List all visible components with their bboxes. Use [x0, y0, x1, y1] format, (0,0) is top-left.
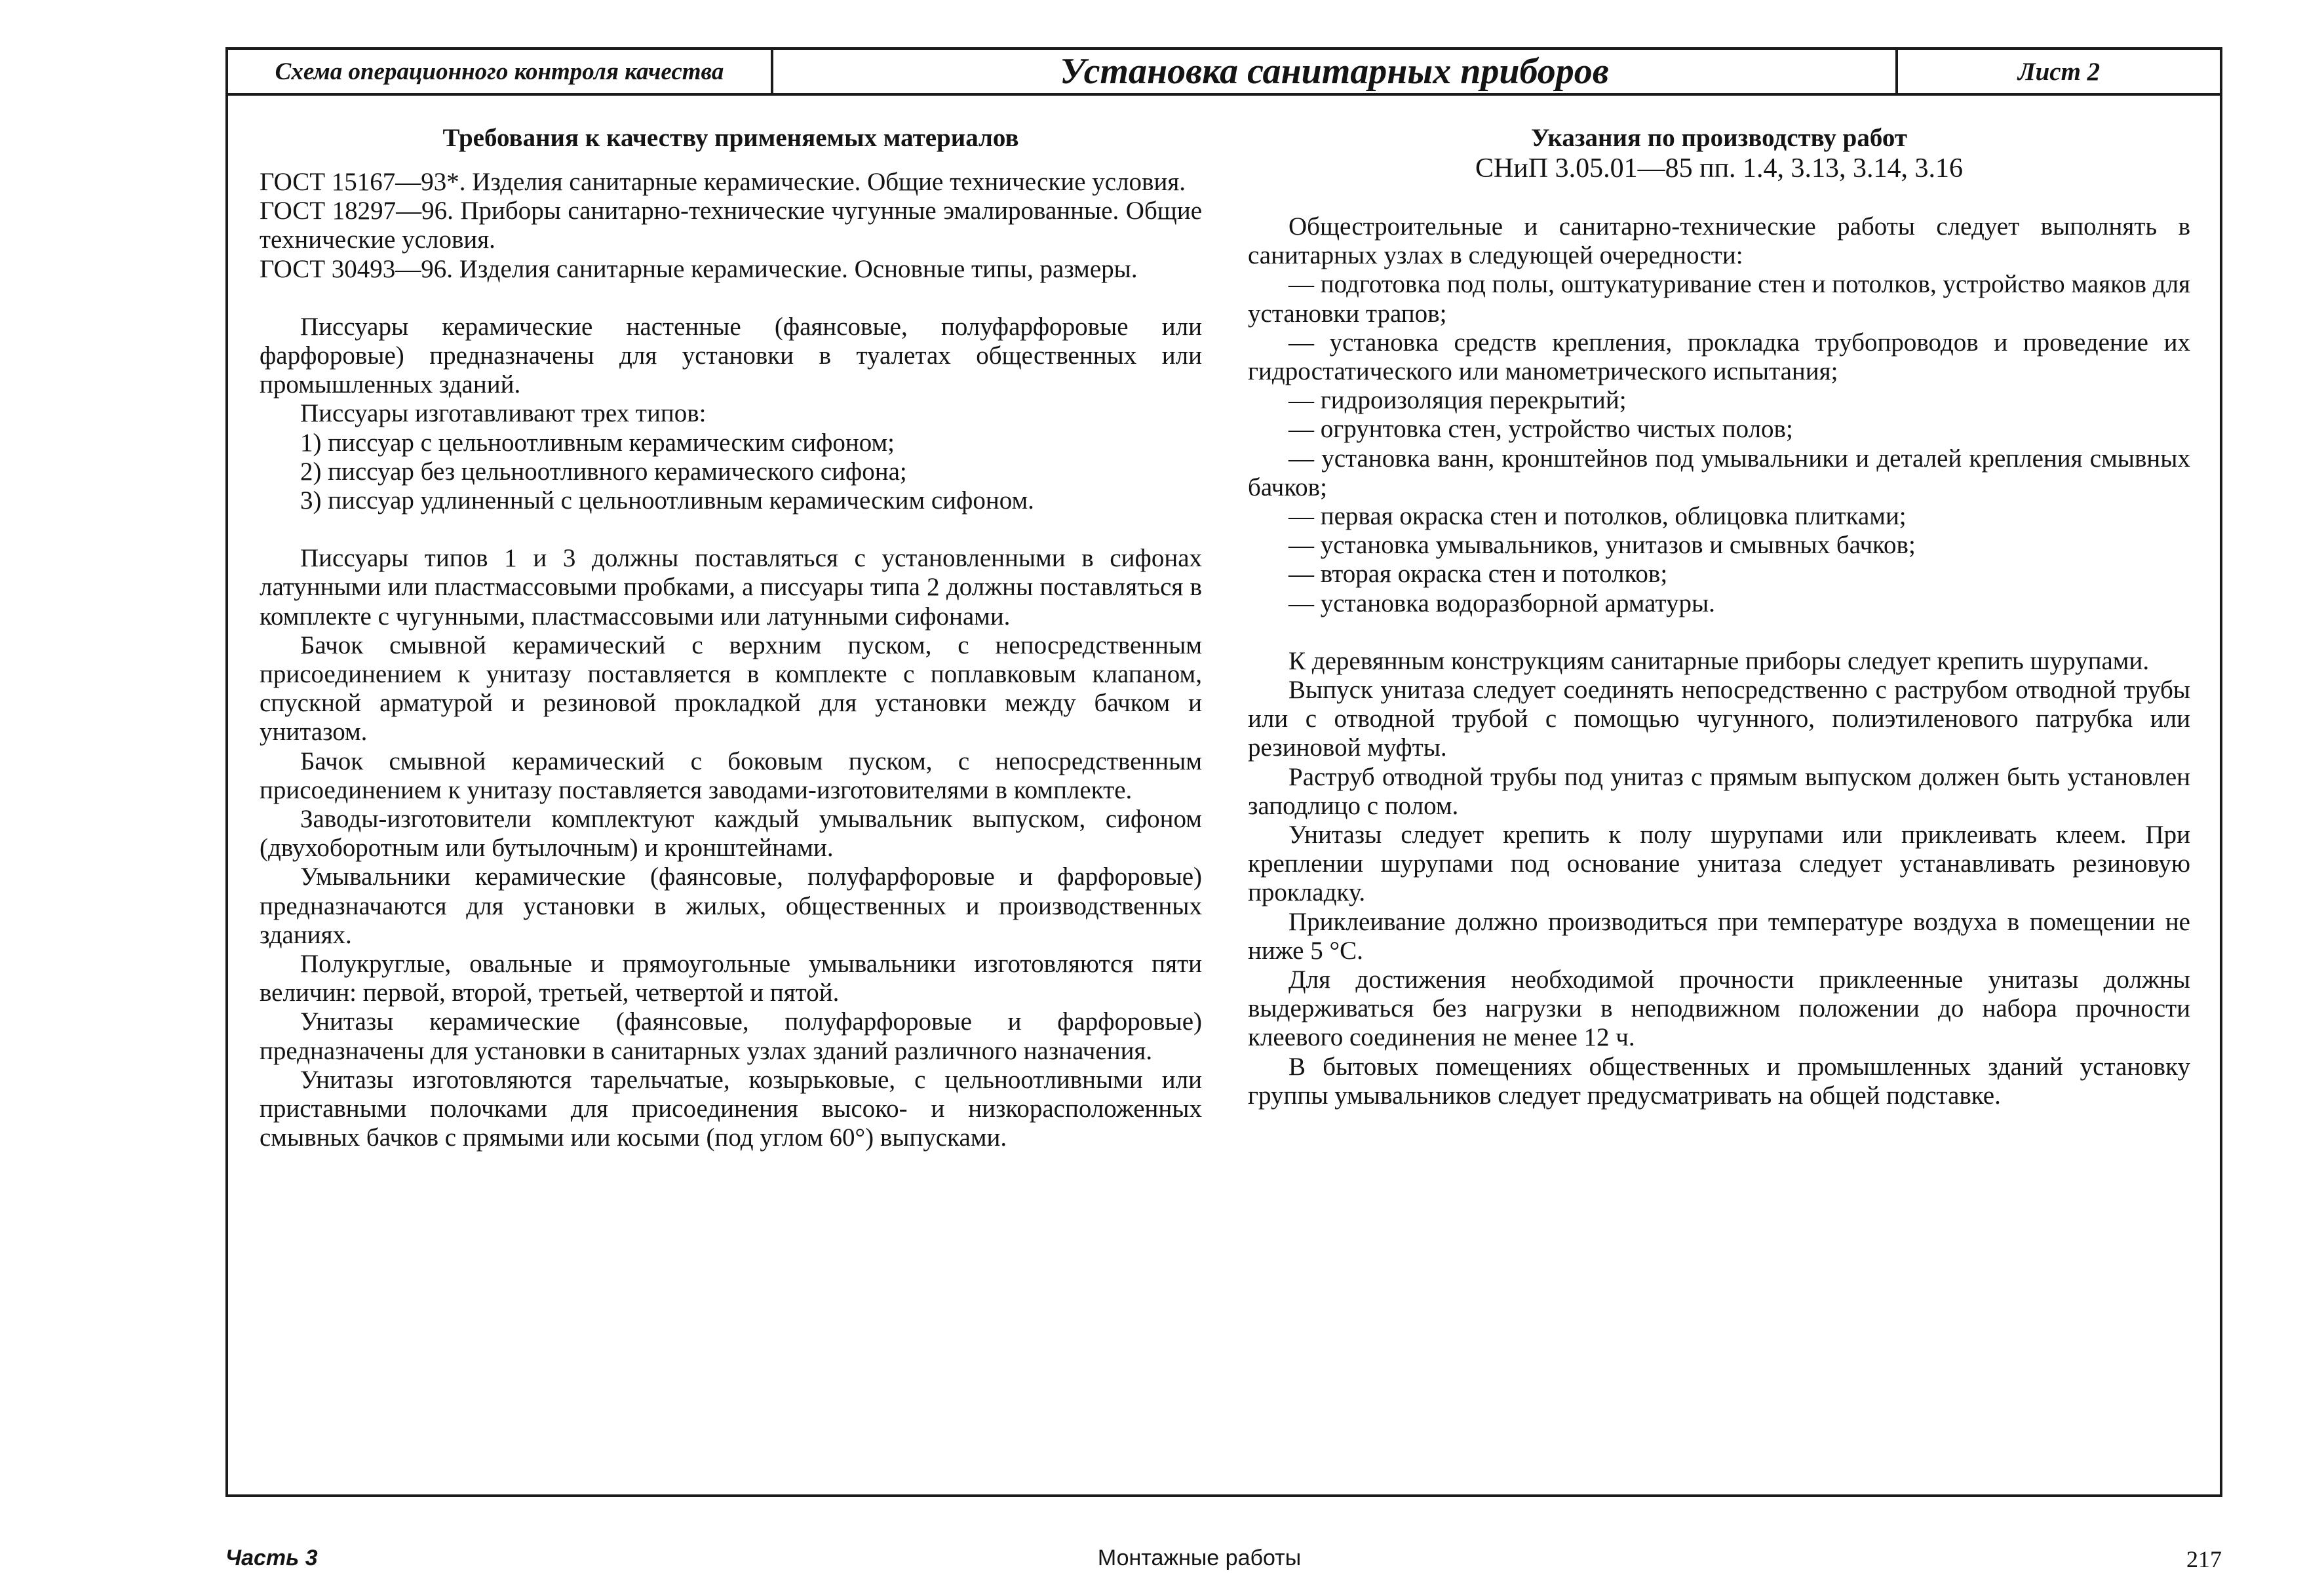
- step-item: — первая окраска стен и потолков, облицовка плитками;: [1288, 502, 1907, 531]
- document-frame: [225, 47, 2222, 1497]
- step-item: — установка умывальников, унитазов и смывных бачков;: [1288, 531, 1916, 560]
- paragraph: Приклеивание должно производиться при температуре воздуха в помещении не ниже 5 °С.: [1248, 907, 2190, 965]
- footer-part: Часть 3: [225, 1546, 318, 1570]
- sheet-number: Лист 2: [2017, 57, 2101, 86]
- instructions-heading: Указания по производству работ: [1531, 124, 1907, 152]
- paragraph: Унитазы изготовляются тарельчатые, козырьковые, с цельноотливными или приставными полочками для присоединения высоко- и низкорасположенных смывных бачков с прямыми или косыми (под углом 60°) выпусками.: [260, 1065, 1202, 1152]
- step-item: — подготовка под полы, оштукатуривание стен и потолков, устройство маяков для установки трапов;: [1248, 270, 2190, 328]
- left-column: [260, 123, 1202, 1153]
- type-item: 2) писсуар без цельноотливного керамического сифона;: [300, 457, 907, 486]
- right-column: [1248, 123, 2190, 1110]
- footer-section: Монтажные работы: [1097, 1546, 1302, 1570]
- paragraph: Полукруглые, овальные и прямоугольные умывальники изготовляются пяти величин: первой, второй, третьей, четвертой и пятой.: [260, 950, 1202, 1007]
- paragraph: Писсуары керамические настенные (фаянсовые, полуфарфоровые или фарфоровые) предназначены для установки в туалетах общественных или промышленных зданий.: [260, 312, 1202, 399]
- scheme-label: Схема операционного контроля качества: [228, 50, 773, 93]
- step-item: — гидроизоляция перекрытий;: [1288, 386, 1627, 415]
- paragraph: Унитазы керамические (фаянсовые, полуфарфоровые и фарфоровые) предназначены для установки в санитарных узлах зданий различного назначения.: [260, 1007, 1202, 1065]
- paragraph: В бытовых помещениях общественных и промышленных зданий установку группы умывальников следует предусматривать на общей подставке.: [1248, 1052, 2190, 1110]
- step-item: — установка водоразборной арматуры.: [1288, 589, 1715, 617]
- paragraph: Общестроительные и санитарно-технические работы следует выполнять в санитарных узлах в следующей очередности:: [1248, 212, 2190, 270]
- paragraph: Для достижения необходимой прочности приклеенные унитазы должны выдерживаться без нагрузки в неподвижном положении до набора прочности клеевого соединения не менее 12 ч.: [1248, 965, 2190, 1052]
- materials-heading: Требования к качеству применяемых материалов: [442, 124, 1019, 152]
- step-item: — установка средств крепления, прокладка трубопроводов и проведение их гидростатического или манометрического испытания;: [1248, 328, 2190, 386]
- gost-item: ГОСТ 15167—93*. Изделия санитарные керамические. Общие технические условия.: [260, 168, 1186, 196]
- paragraph: Писсуары изготавливают трех типов:: [300, 399, 707, 428]
- paragraph: Унитазы следует крепить к полу шурупами или приклеивать клеем. При креплении шурупами под основание унитаза следует устанавливать резиновую прокладку.: [1248, 821, 2190, 907]
- paragraph: Раструб отводной трубы под унитаз с прямым выпуском должен быть установлен заподлицо с полом.: [1248, 762, 2190, 820]
- step-item: — установка ванн, кронштейнов под умывальники и деталей крепления смывных бачков;: [1248, 444, 2190, 501]
- snip-reference: СНиП 3.05.01—85 пп. 1.4, 3.13, 3.14, 3.16: [1475, 153, 1964, 184]
- page-number: 217: [2186, 1546, 2222, 1572]
- gost-item: ГОСТ 18297—96. Приборы санитарно-технические чугунные эмалированные. Общие технические условия.: [260, 197, 1202, 254]
- document-title: Установка санитарных приборов: [773, 50, 1898, 93]
- type-item: 3) писсуар удлиненный с цельноотливным керамическим сифоном.: [300, 486, 1034, 515]
- type-item: 1) писсуар с цельноотливным керамическим сифоном;: [300, 428, 895, 457]
- paragraph: Выпуск унитаза следует соединять непосредственно с раструбом отводной трубы или с отводной трубой с помощью чугунного, полиэтиленового патрубка или резиновой муфты.: [1248, 676, 2190, 762]
- step-item: — огрунтовка стен, устройство чистых полов;: [1288, 415, 1793, 444]
- paragraph: К деревянным конструкциям санитарные приборы следует крепить шурупами.: [1288, 646, 2150, 675]
- header-table: [228, 50, 2220, 96]
- gost-item: ГОСТ 30493—96. Изделия санитарные керамические. Основные типы, размеры.: [260, 254, 1138, 283]
- paragraph: Умывальники керамические (фаянсовые, полуфарфоровые и фарфоровые) предназначаются для установки в жилых, общественных и производственных зданиях.: [260, 863, 1202, 949]
- paragraph: Писсуары типов 1 и 3 должны поставляться с установленными в сифонах латунными или пластмассовыми пробками, а писсуары типа 2 должны поставляться в комплекте с чугунными, пластмассовыми или латунными сифонами.: [260, 544, 1202, 631]
- paragraph: Бачок смывной керамический с верхним пуском, с непосредственным присоединением к унитазу поставляется в комплекте с поплавковым клапаном, спускной арматурой и резиновой прокладкой для установки между бачком и унитазом.: [260, 631, 1202, 747]
- paragraph: Заводы-изготовители комплектуют каждый умывальник выпуском, сифоном (двухоборотным или бутылочным) и кронштейнами.: [260, 805, 1202, 863]
- step-item: — вторая окраска стен и потолков;: [1288, 560, 1668, 589]
- paragraph: Бачок смывной керамический с боковым пуском, с непосредственным присоединением к унитазу поставляется заводами-изготовителями в комплекте.: [260, 747, 1202, 804]
